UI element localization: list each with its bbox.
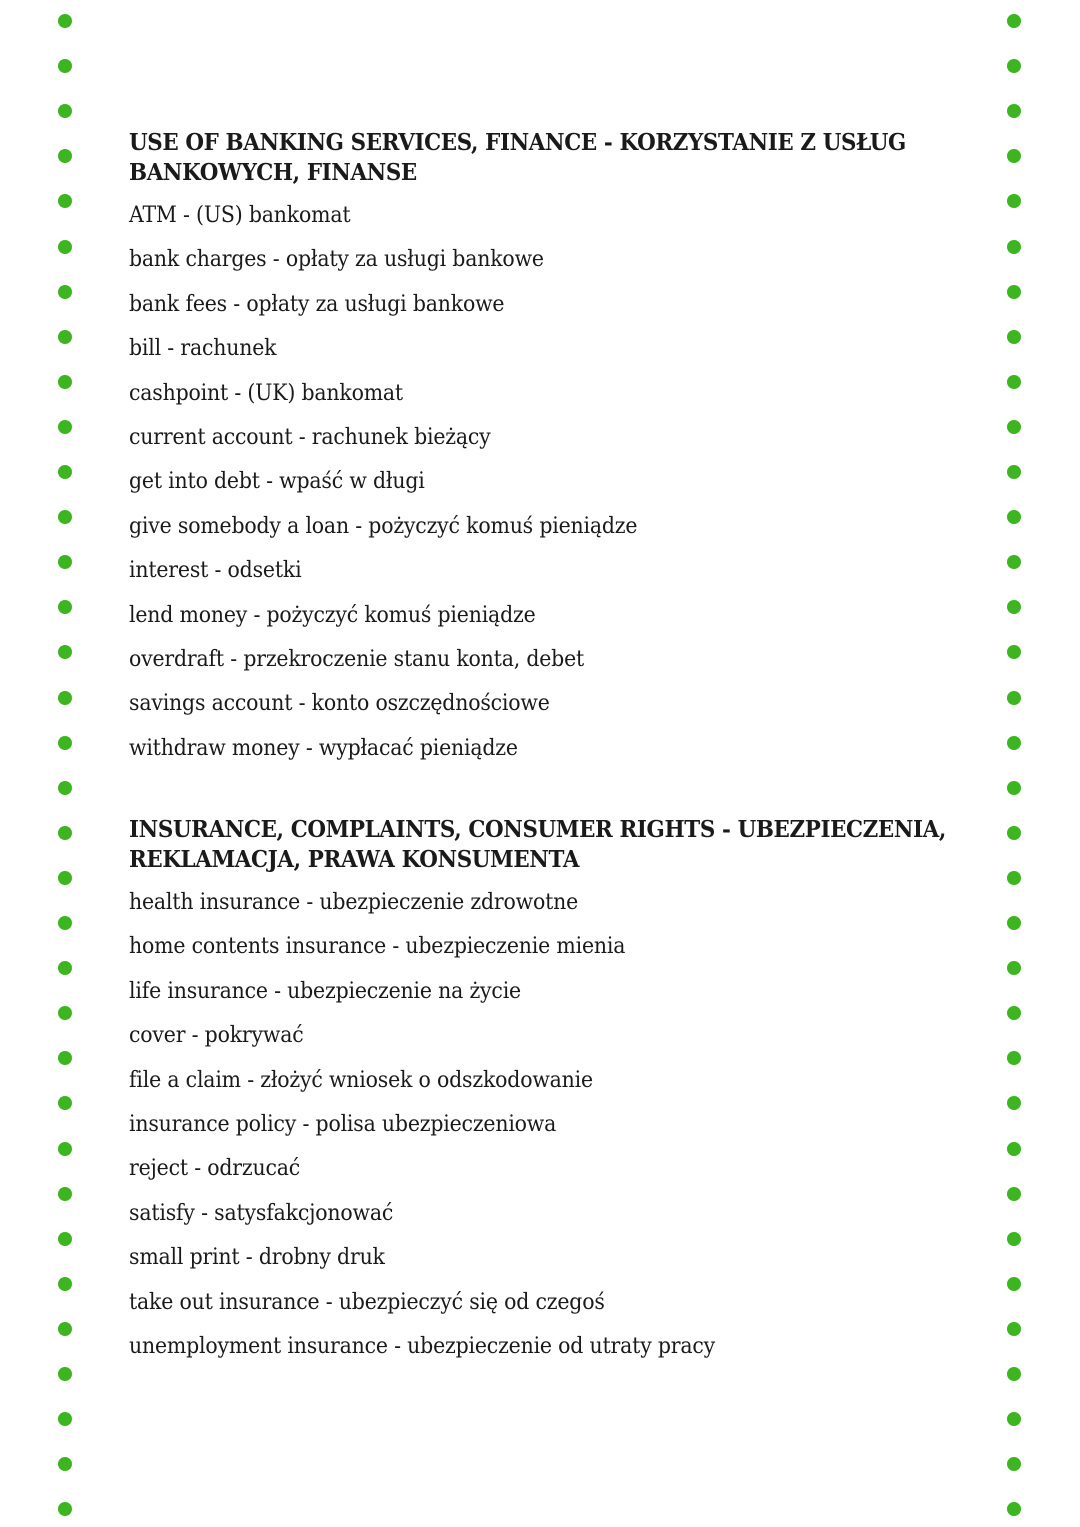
vocab-item: home contents insurance - ubezpieczenie mienia xyxy=(129,934,626,960)
border-dot xyxy=(58,285,72,299)
vocab-item: ATM - (US) bankomat xyxy=(129,203,351,228)
border-dot xyxy=(58,1322,72,1336)
border-dot xyxy=(58,916,72,930)
border-dot xyxy=(58,149,72,163)
border-dot xyxy=(1007,14,1021,28)
border-dot xyxy=(1007,1502,1021,1516)
border-dot xyxy=(58,240,72,254)
vocab-item: file a claim - złożyć wniosek o odszkodowanie xyxy=(129,1067,593,1093)
border-dot xyxy=(58,59,72,73)
border-dot xyxy=(58,645,72,659)
border-dot xyxy=(1007,1142,1021,1156)
border-dot xyxy=(58,104,72,118)
vocab-item: bank charges - opłaty za usługi bankowe xyxy=(129,247,544,273)
heading-line: REKLAMACJA, PRAWA KONSUMENTA xyxy=(129,846,580,874)
vocab-item: reject - odrzucać xyxy=(129,1156,301,1182)
left-dot-border xyxy=(58,0,72,1527)
border-dot xyxy=(58,781,72,795)
border-dot xyxy=(58,1142,72,1156)
vocab-item: health insurance - ubezpieczenie zdrowotne xyxy=(129,890,579,916)
border-dot xyxy=(58,736,72,750)
vocab-item: lend money - pożyczyć komuś pieniądze xyxy=(129,602,536,628)
border-dot xyxy=(58,194,72,208)
border-dot xyxy=(1007,691,1021,705)
vocab-item: small print - drobny druk xyxy=(129,1245,385,1271)
right-dot-border xyxy=(1007,0,1021,1527)
border-dot xyxy=(1007,240,1021,254)
border-dot xyxy=(58,1457,72,1471)
vocab-item: withdraw money - wypłacać pieniądze xyxy=(129,735,518,761)
border-dot xyxy=(58,826,72,840)
border-dot xyxy=(1007,871,1021,885)
vocab-item: cover - pokrywać xyxy=(129,1023,304,1049)
border-dot xyxy=(1007,826,1021,840)
section-heading-insurance xyxy=(129,815,947,875)
border-dot xyxy=(1007,1187,1021,1201)
vocab-item: bill - rachunek xyxy=(129,336,277,362)
vocab-item: give somebody a loan - pożyczyć komuś pieniądze xyxy=(129,513,638,539)
border-dot xyxy=(1007,645,1021,659)
border-dot xyxy=(58,1006,72,1020)
border-dot xyxy=(58,871,72,885)
vocabulary-page xyxy=(129,128,949,1369)
vocab-item: unemployment insurance - ubezpieczenie od utraty pracy xyxy=(129,1333,716,1359)
border-dot xyxy=(1007,1277,1021,1291)
border-dot xyxy=(1007,59,1021,73)
border-dot xyxy=(1007,1051,1021,1065)
border-dot xyxy=(58,14,72,28)
border-dot xyxy=(1007,1412,1021,1426)
border-dot xyxy=(1007,736,1021,750)
border-dot xyxy=(58,1412,72,1426)
border-dot xyxy=(1007,1006,1021,1020)
vocab-item: overdraft - przekroczenie stanu konta, debet xyxy=(129,646,585,672)
heading-line: INSURANCE, COMPLAINTS, CONSUMER RIGHTS - UBEZPIECZENIA, xyxy=(129,816,946,844)
border-dot xyxy=(1007,1367,1021,1381)
border-dot xyxy=(1007,465,1021,479)
border-dot xyxy=(1007,510,1021,524)
border-dot xyxy=(1007,330,1021,344)
border-dot xyxy=(58,1367,72,1381)
section-spacer xyxy=(129,771,949,815)
border-dot xyxy=(58,1502,72,1516)
border-dot xyxy=(1007,149,1021,163)
vocab-item: savings account - konto oszczędnościowe xyxy=(129,691,550,717)
vocab-item: bank fees - opłaty za usługi bankowe xyxy=(129,291,505,317)
border-dot xyxy=(58,420,72,434)
heading-line: BANKOWYCH, FINANSE xyxy=(129,159,417,186)
border-dot xyxy=(1007,1232,1021,1246)
vocab-item: life insurance - ubezpieczenie na życie xyxy=(129,978,521,1004)
border-dot xyxy=(58,600,72,614)
border-dot xyxy=(1007,555,1021,569)
border-dot xyxy=(58,691,72,705)
border-dot xyxy=(58,375,72,389)
border-dot xyxy=(58,330,72,344)
vocab-item: interest - odsetki xyxy=(129,558,302,584)
border-dot xyxy=(1007,1322,1021,1336)
border-dot xyxy=(1007,420,1021,434)
border-dot xyxy=(1007,104,1021,118)
border-dot xyxy=(58,1232,72,1246)
border-dot xyxy=(1007,1096,1021,1110)
border-dot xyxy=(58,1096,72,1110)
border-dot xyxy=(1007,375,1021,389)
section-heading-banking xyxy=(129,128,947,188)
border-dot xyxy=(1007,961,1021,975)
border-dot xyxy=(58,555,72,569)
border-dot xyxy=(58,510,72,524)
vocab-item: insurance policy - polisa ubezpieczeniowa xyxy=(129,1112,557,1138)
vocab-item: get into debt - wpaść w długi xyxy=(129,469,425,495)
section-banking xyxy=(129,128,949,771)
vocab-item: satisfy - satysfakcjonować xyxy=(129,1200,394,1226)
border-dot xyxy=(58,961,72,975)
vocab-item: cashpoint - (UK) bankomat xyxy=(129,380,403,406)
border-dot xyxy=(1007,781,1021,795)
border-dot xyxy=(1007,285,1021,299)
border-dot xyxy=(1007,600,1021,614)
border-dot xyxy=(58,465,72,479)
border-dot xyxy=(58,1051,72,1065)
heading-line: USE OF BANKING SERVICES, FINANCE - KORZYSTANIE Z USŁUG xyxy=(129,129,906,156)
border-dot xyxy=(58,1187,72,1201)
vocab-item: take out insurance - ubezpieczyć się od czegoś xyxy=(129,1289,605,1315)
vocab-item: current account - rachunek bieżący xyxy=(129,424,491,450)
section-insurance xyxy=(129,815,949,1369)
border-dot xyxy=(1007,194,1021,208)
border-dot xyxy=(58,1277,72,1291)
border-dot xyxy=(1007,1457,1021,1471)
border-dot xyxy=(1007,916,1021,930)
